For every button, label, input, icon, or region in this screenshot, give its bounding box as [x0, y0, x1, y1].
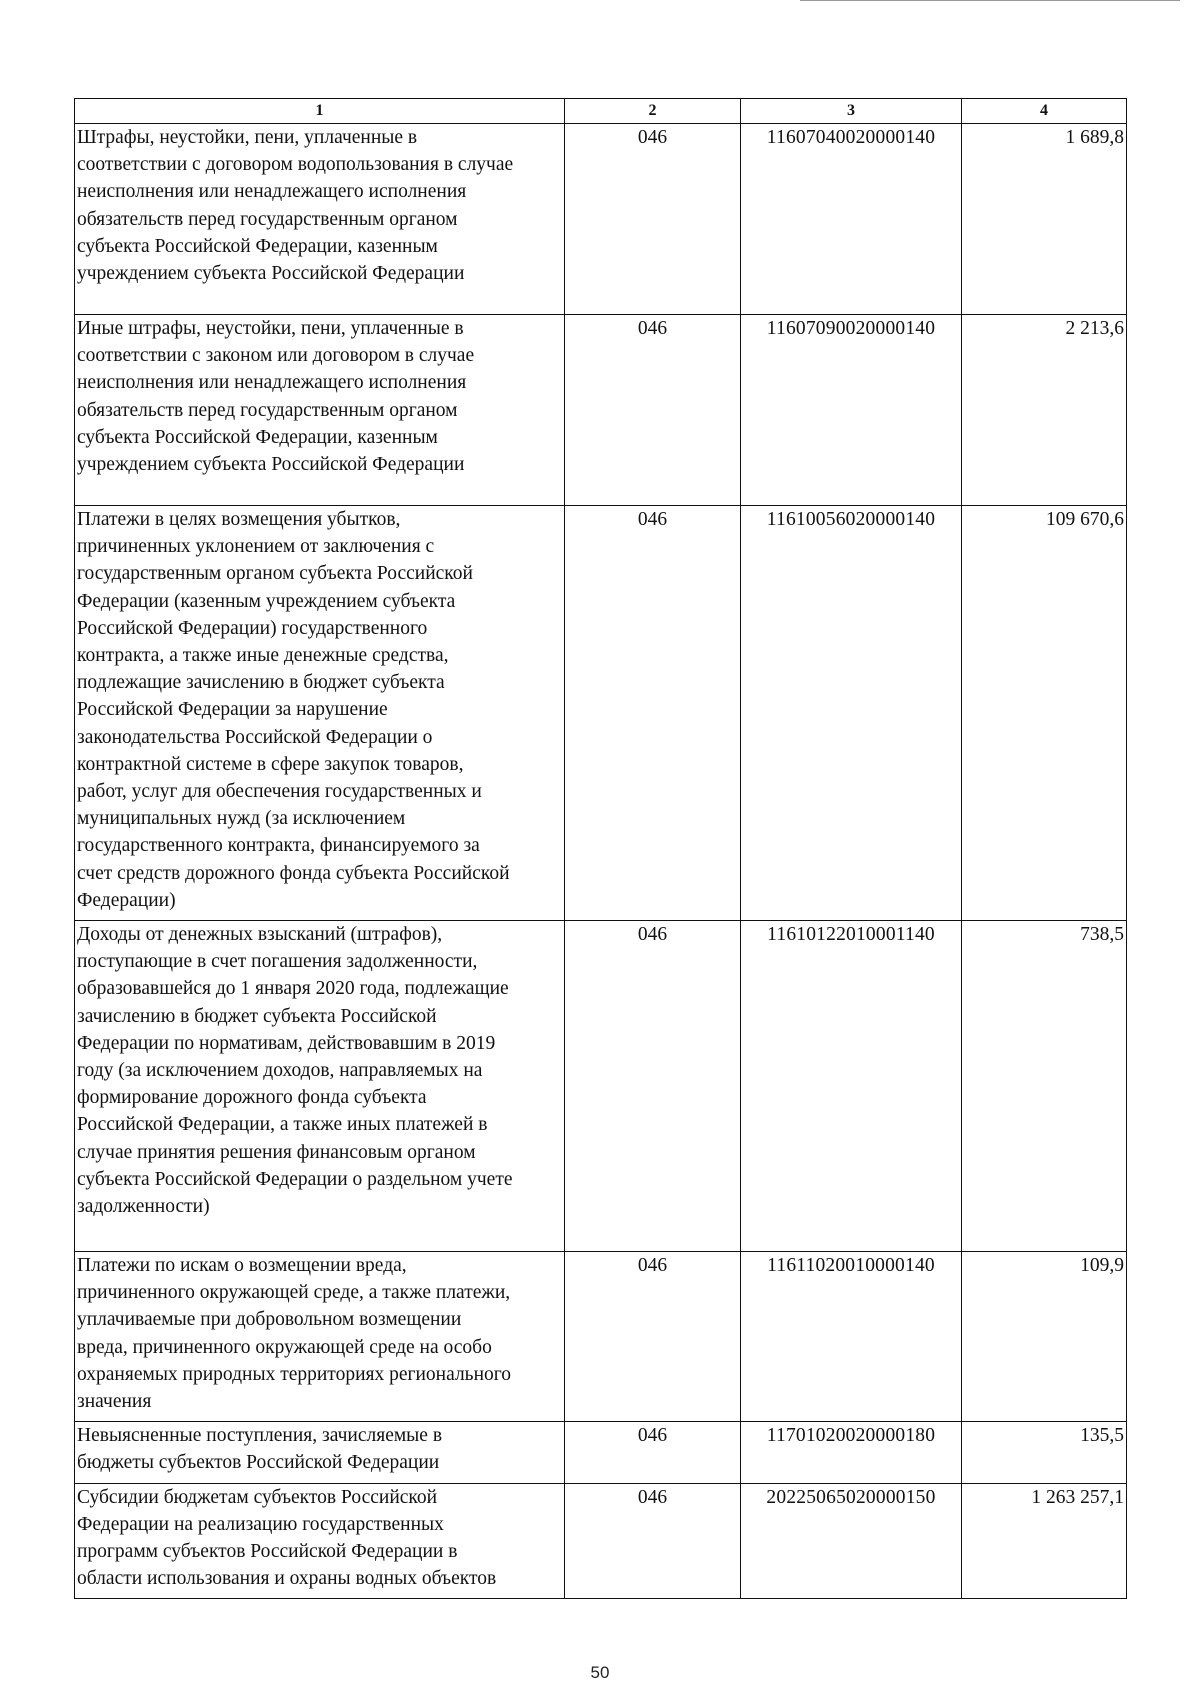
administrator-code: 046	[565, 1252, 741, 1422]
budget-classification-code: 11607040020000140	[741, 124, 962, 315]
revenue-name: Иные штрафы, неустойки, пени, уплаченные в соответствии с законом или договором в случае неисполнения или ненадлежащего исполнения обязательств перед государственным органом субъекта Российской Федерации, казенным учреждением субъекта Российской Федерации	[75, 315, 565, 506]
column-header-2: 2	[565, 99, 741, 124]
column-header-1: 1	[75, 99, 565, 124]
revenue-name: Субсидии бюджетам субъектов Российской Федерации на реализацию государственных программ субъектов Российской Федерации в области использования и охраны водных объектов	[75, 1483, 565, 1599]
revenue-name: Платежи по искам о возмещении вреда, причиненного окружающей среде, а также платежи, уплачиваемые при добровольном возмещении вреда, причиненного окружающей среде на особо охраняемых природных территориях регионального значения	[75, 1252, 565, 1422]
table-row	[75, 1252, 1127, 1422]
table-row	[75, 506, 1127, 921]
table-row	[75, 124, 1127, 315]
table-row	[75, 315, 1127, 506]
administrator-code: 046	[565, 124, 741, 315]
page-number: 50	[590, 1663, 610, 1682]
table-row	[75, 1483, 1127, 1599]
amount: 1 689,8	[962, 124, 1127, 315]
table-row	[75, 1422, 1127, 1483]
table-row	[75, 921, 1127, 1252]
amount: 135,5	[962, 1422, 1127, 1483]
amount: 2 213,6	[962, 315, 1127, 506]
administrator-code: 046	[565, 506, 741, 921]
budget-classification-code: 20225065020000150	[741, 1483, 962, 1599]
amount: 109,9	[962, 1252, 1127, 1422]
amount: 738,5	[962, 921, 1127, 1252]
budget-classification-code: 11607090020000140	[741, 315, 962, 506]
revenue-table	[74, 98, 1127, 1599]
amount: 109 670,6	[962, 506, 1127, 921]
amount: 1 263 257,1	[962, 1483, 1127, 1599]
revenue-name: Доходы от денежных взысканий (штрафов), поступающие в счет погашения задолженности, образовавшейся до 1 января 2020 года, подлежащие зачислению в бюджет субъекта Российской Федерации по нормативам, действовавшим в 2019 году (за исключением доходов, направляемых на формирование дорожного фонда субъекта Российской Федерации, а также иных платежей в случае принятия решения финансовым органом субъекта Российской Федерации о раздельном учете задолженности)	[75, 921, 565, 1252]
budget-classification-code: 11611020010000140	[741, 1252, 962, 1422]
budget-classification-code: 11610056020000140	[741, 506, 962, 921]
administrator-code: 046	[565, 921, 741, 1252]
column-header-4: 4	[962, 99, 1127, 124]
revenue-name: Невыясненные поступления, зачисляемые в бюджеты субъектов Российской Федерации	[75, 1422, 565, 1483]
administrator-code: 046	[565, 1483, 741, 1599]
column-header-3: 3	[741, 99, 962, 124]
table-header-row	[75, 99, 1127, 124]
revenue-name: Штрафы, неустойки, пени, уплаченные в соответствии с договором водопользования в случае неисполнения или ненадлежащего исполнения обязательств перед государственным органом субъекта Российской Федерации, казенным учреждением субъекта Российской Федерации	[75, 124, 565, 315]
budget-classification-code: 11701020020000180	[741, 1422, 962, 1483]
administrator-code: 046	[565, 315, 741, 506]
top-edge-rule	[800, 0, 1180, 1]
administrator-code: 046	[565, 1422, 741, 1483]
revenue-name: Платежи в целях возмещения убытков, причиненных уклонением от заключения с государственным органом субъекта Российской Федерации (казенным учреждением субъекта Российской Федерации) государственного контракта, а также иные денежные средства, подлежащие зачислению в бюджет субъекта Российской Федерации за нарушение законодательства Российской Федерации о контрактной системе в сфере закупок товаров, работ, услуг для обеспечения государственных и муниципальных нужд (за исключением государственного контракта, финансируемого за счет средств дорожного фонда субъекта Российской Федерации)	[75, 506, 565, 921]
budget-classification-code: 11610122010001140	[741, 921, 962, 1252]
